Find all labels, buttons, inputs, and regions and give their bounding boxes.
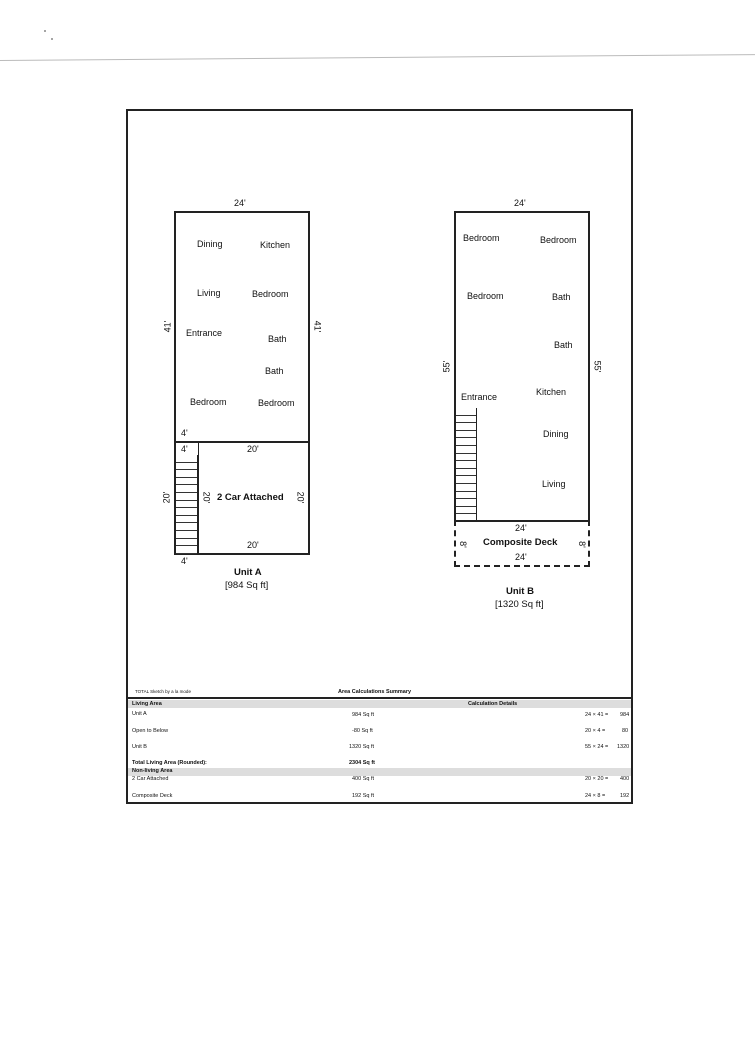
garage-top-dim: 20' (247, 444, 259, 454)
row-name: 2 Car Attached (132, 776, 169, 782)
room-label: Bath (552, 292, 571, 302)
room-label: Bedroom (540, 235, 577, 245)
row-name: Unit A (132, 711, 147, 717)
sketch-credit: TOTAL Sketch by a la mode (135, 689, 191, 694)
room-label: Living (197, 288, 221, 298)
garage-left-dim: 20' (161, 491, 172, 504)
row-calc: 55 × 24 = (585, 744, 609, 750)
calc-details-header: Calculation Details (468, 701, 518, 707)
unit-b-name: Unit B (506, 586, 534, 597)
deck-right-dim: 8' (576, 541, 587, 548)
nonliving-area-band (128, 768, 631, 776)
room-label: Bath (268, 334, 287, 344)
row-name: Open to Below (132, 728, 169, 734)
room-label: Bath (554, 340, 573, 350)
scan-speck (44, 30, 46, 32)
garage-right-dim: 20' (295, 491, 306, 504)
deck-bottom-dim: 24' (515, 552, 527, 562)
unit-b-right-dim: 55' (592, 360, 603, 373)
room-label: Dining (543, 429, 569, 439)
deck-top-dim: 24' (515, 523, 527, 533)
room-label: Kitchen (536, 387, 567, 397)
unit-a-name: Unit A (234, 567, 262, 578)
row-calc: 20 × 20 = (585, 776, 609, 782)
row-result: 984 (620, 712, 630, 718)
total-living-label: Total Living Area (Rounded): (132, 760, 207, 766)
unit-a-top-dim: 24' (234, 198, 246, 208)
unit-b-stairs (456, 408, 477, 520)
living-area-band (128, 700, 631, 708)
room-label: Bedroom (467, 291, 504, 301)
row-calc: 20 × 4 = (585, 728, 606, 734)
row-result: 80 (622, 728, 629, 734)
row-result: 1320 (617, 744, 630, 750)
row-area: 192 Sq ft (352, 793, 375, 799)
room-label: Entrance (186, 328, 223, 338)
row-name: Composite Deck (132, 793, 173, 799)
row-area: 1320 Sq ft (349, 744, 375, 750)
room-label: Bedroom (190, 397, 227, 407)
unit-b-area: [1320 Sq ft] (495, 599, 544, 610)
unit-b-left-dim: 55' (441, 360, 452, 373)
garage-stair-divider (198, 441, 199, 555)
room-label: Bath (265, 366, 284, 376)
room-label: Entrance (461, 392, 498, 402)
room-label: Kitchen (260, 240, 291, 250)
deck-label: Composite Deck (483, 537, 558, 548)
living-area-header: Living Area (132, 701, 162, 707)
unit-a-area: [984 Sq ft] (225, 580, 269, 591)
deck-left-dim: 8' (457, 541, 468, 548)
room-label: Dining (197, 239, 223, 249)
row-calc: 24 × 41 = (585, 712, 609, 718)
nonliving-area-header: Non-living Area (132, 768, 173, 774)
row-area: 984 Sq ft (352, 712, 375, 718)
garage-bottom-dim: 20' (247, 540, 259, 550)
row-name: Unit B (132, 744, 147, 750)
garage-stair-top-dim: 4' (181, 444, 188, 454)
row-area: -80 Sq ft (352, 728, 373, 734)
room-label: Living (542, 479, 566, 489)
unit-a-stair-dim: 4' (181, 428, 188, 438)
unit-a-right-dim: 41' (312, 320, 323, 333)
unit-a-left-dim: 41' (162, 320, 173, 333)
summary-title: Area Calculations Summary (338, 689, 412, 695)
total-living-value: 2304 Sq ft (349, 760, 375, 766)
garage-inner-dim: 20' (201, 491, 212, 504)
area-summary-table (128, 697, 631, 802)
unit-b-top-dim: 24' (514, 198, 526, 208)
room-label: Bedroom (463, 233, 500, 243)
unit-a-stair-bottom-dim: 4' (181, 556, 188, 566)
row-result: 400 (620, 776, 630, 782)
row-area: 400 Sq ft (352, 776, 375, 782)
unit-a-stairs (176, 455, 198, 553)
row-result: 192 (620, 793, 630, 799)
garage-label: 2 Car Attached (217, 492, 284, 503)
room-label: Bedroom (258, 398, 295, 408)
scan-edge-line (0, 54, 755, 61)
row-calc: 24 × 8 = (585, 793, 606, 799)
scan-speck (51, 38, 53, 40)
room-label: Bedroom (252, 289, 289, 299)
